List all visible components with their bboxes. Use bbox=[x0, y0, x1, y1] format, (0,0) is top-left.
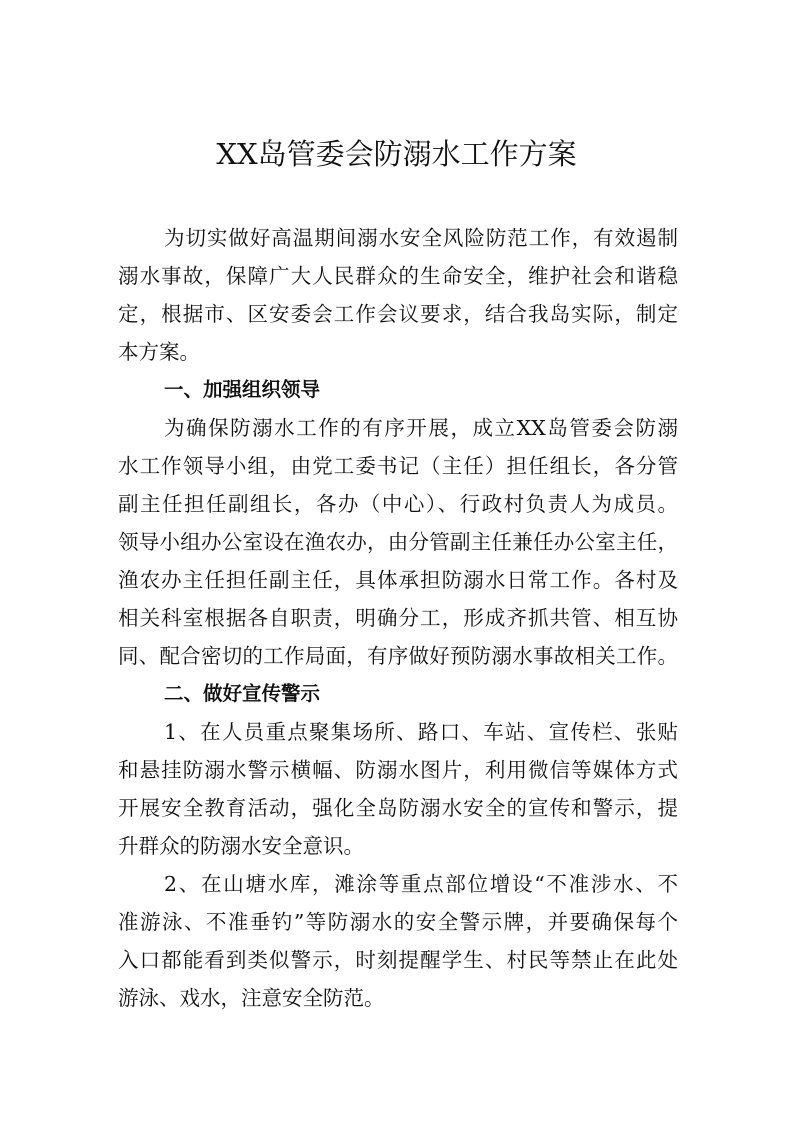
intro-line: 为切实做好高温期间溺水安全风险防范工作，有效遏制 bbox=[164, 226, 678, 250]
section2-item1-line: 开展安全教育活动，强化全岛防溺水安全的宣传和警示，提 bbox=[118, 796, 678, 820]
section2-item2-line: 入口都能看到类似警示，时刻提醒学生、村民等禁止在此处 bbox=[118, 948, 678, 972]
intro-line: 定，根据市、区安委会工作会议要求，结合我岛实际，制定 bbox=[118, 302, 678, 326]
section-heading-2: 二、做好宣传警示 bbox=[164, 682, 321, 705]
section1-line: 水工作领导小组，由党工委书记（主任）担任组长，各分管 bbox=[118, 454, 678, 478]
section-heading-1: 一、加强组织领导 bbox=[164, 378, 321, 401]
section1-line: 领导小组办公室设在渔农办，由分管副主任兼任办公室主任， bbox=[118, 530, 678, 554]
document-title: XX岛管委会防溺水工作方案 bbox=[216, 137, 577, 171]
section1-line: 相关科室根据各自职责，明确分工，形成齐抓共管、相互协 bbox=[118, 606, 678, 630]
section2-item1-line: 1、在人员重点聚集场所、路口、车站、宣传栏、张贴 bbox=[164, 720, 678, 744]
intro-line: 溺水事故，保障广大人民群众的生命安全，维护社会和谐稳 bbox=[118, 264, 678, 288]
section1-line: 副主任担任副组长，各办（中心）、行政村负责人为成员。 bbox=[118, 492, 678, 516]
section2-item1-line: 和悬挂防溺水警示横幅、防溺水图片，利用微信等媒体方式 bbox=[118, 758, 678, 782]
section2-item1-line: 升群众的防溺水安全意识。 bbox=[118, 834, 364, 858]
section1-line: 渔农办主任担任副主任，具体承担防溺水日常工作。各村及 bbox=[118, 568, 678, 592]
section2-item2-line: 游泳、戏水，注意安全防范。 bbox=[118, 986, 385, 1010]
section1-line: 为确保防溺水工作的有序开展，成立XX岛管委会防溺 bbox=[164, 416, 678, 440]
intro-line: 本方案。 bbox=[118, 340, 200, 364]
section2-item2-line: 2、在山塘水库，滩涂等重点部位增设“不准涉水、不 bbox=[164, 872, 678, 896]
section1-line: 同、配合密切的工作局面，有序做好预防溺水事故相关工作。 bbox=[118, 644, 678, 668]
section2-item2-line: 准游泳、不准垂钓”等防溺水的安全警示牌，并要确保每个 bbox=[118, 910, 678, 934]
